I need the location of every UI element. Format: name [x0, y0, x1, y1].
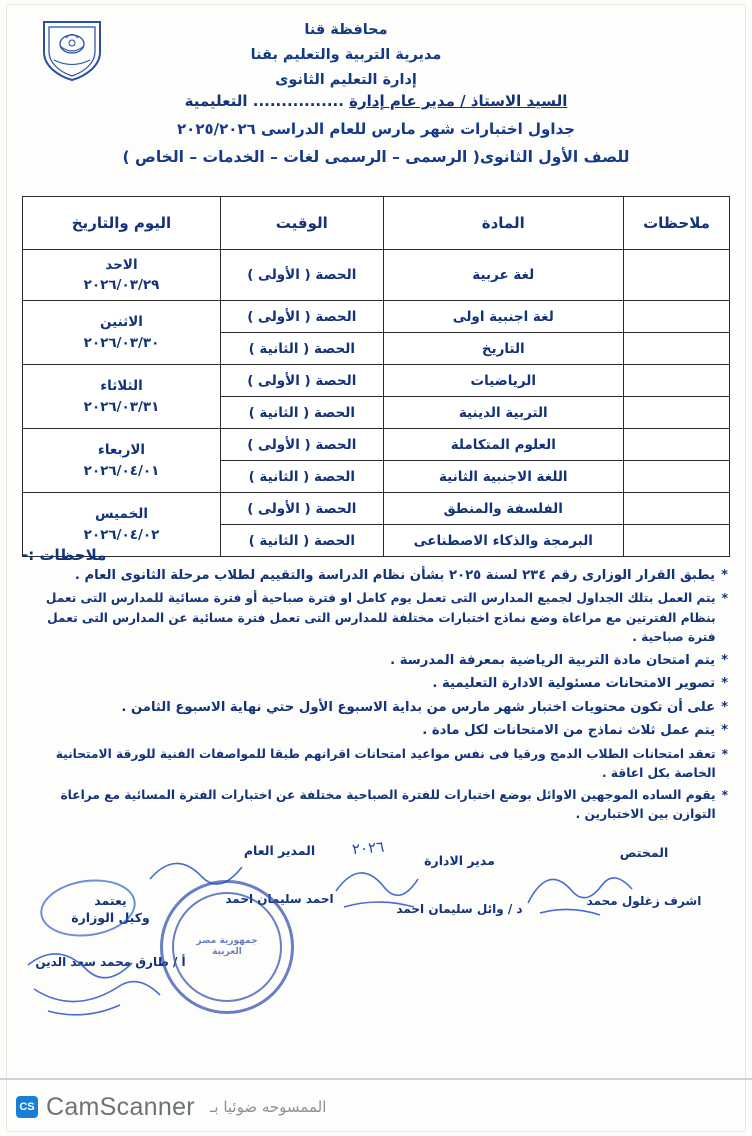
day-name: الاحد — [105, 256, 138, 273]
cell-notes — [623, 250, 729, 301]
handwritten-date-mark: ٢٠٢٦ — [351, 837, 385, 859]
approval-word: يعتمد — [94, 893, 127, 908]
table-body — [23, 250, 730, 557]
signature-name: احمد سليمان احمد — [225, 892, 334, 906]
stamp-text: جمهورية مصر العربية — [196, 936, 258, 957]
day-name: الاربعاء — [97, 442, 146, 459]
cell-subject: العلوم المتكاملة — [383, 429, 623, 461]
cell-notes — [623, 301, 729, 333]
table-row — [23, 365, 730, 397]
cell-subject: لغة عربية — [383, 250, 623, 301]
signature-role: وكيل الوزارة — [71, 910, 150, 925]
addressing-dots: ................ — [252, 92, 344, 110]
bullet-star-icon: * — [721, 787, 728, 802]
camscanner-arabic-caption: الممسوحه ضوئيا بـ — [210, 1098, 327, 1116]
cell-time: الحصة ( الأولى ) — [220, 365, 383, 397]
cell-time: الحصة ( الثانية ) — [220, 525, 383, 557]
signature-block — [0, 837, 752, 1075]
bullet-star-icon: * — [721, 676, 728, 692]
day-date: ٢٠٢٦/٠٣/٣٠ — [83, 334, 160, 351]
signature-role: مدير الادارة — [424, 853, 495, 868]
header-line-2: مديرية التربية والتعليم بقنا — [250, 46, 442, 63]
note-item — [18, 721, 728, 741]
exam-schedule-table — [22, 196, 730, 557]
table-row — [23, 250, 730, 301]
note-text: يتم عمل ثلاث نماذج من الامتحانات لكل مادة . — [422, 723, 716, 739]
handwritten-signature-mark — [520, 855, 650, 925]
note-text: يطبق القرار الوزارى رقم ٢٣٤ لسنة ٢٠٢٥ بشأن نظام الدراسة والتقييم لطلاب مرحلة الثانوى العام . — [74, 568, 716, 583]
document-title-line-1: جداول اختبارات شهر مارس للعام الدراسى ٢٠٢٥/٢٠٢٦ — [177, 120, 575, 138]
note-item — [18, 674, 728, 694]
day-date: ٢٠٢٦/٠٤/٠١ — [83, 462, 160, 479]
cell-day — [23, 365, 221, 429]
cell-subject: الرياضيات — [383, 365, 623, 397]
cell-day — [23, 429, 221, 493]
table-row — [23, 493, 730, 525]
cell-subject: البرمجة والذكاء الاصطناعى — [383, 525, 623, 557]
document-header — [0, 8, 752, 94]
handwritten-signature-mark — [18, 935, 178, 1025]
day-name: الاثنين — [100, 314, 143, 331]
document-title-line-2: للصف الأول الثانوى( الرسمى – الرسمى لغات – الخدمات – الخاص ) — [122, 148, 630, 166]
cell-time: الحصة ( الأولى ) — [220, 301, 383, 333]
day-date: ٢٠٢٦/٠٤/٠٢ — [83, 526, 160, 543]
note-item — [18, 566, 728, 586]
cell-time: الحصة ( الأولى ) — [220, 493, 383, 525]
footer-divider — [0, 1078, 752, 1080]
cell-subject: لغة اجنبية اولى — [383, 301, 623, 333]
signature-name: د / وائل سليمان احمد — [396, 902, 523, 916]
col-header-time: الوقيت — [220, 197, 383, 250]
note-text: يتم العمل بتلك الجداول لجميع المدارس التى تعمل يوم كامل او فترة صباحية أو فترة مسائية للمدارس التى تعمل بنظام الفترتين مع مراعاة وضع نماذج اختبارات مختلفة للمدارس التى تعمل فترة مسائية عن المدارس التى تعمل فترة صباحية . — [45, 591, 716, 645]
addressing-handwritten: التعليمية — [184, 92, 248, 110]
bullet-star-icon: * — [721, 568, 728, 583]
issuing-authority — [0, 18, 752, 93]
note-item — [18, 698, 728, 718]
cell-time: الحصة ( الثانية ) — [220, 397, 383, 429]
cell-time: الحصة ( الأولى ) — [220, 429, 383, 461]
col-header-day: اليوم والتاريخ — [23, 197, 221, 250]
addressing-line — [0, 92, 752, 110]
cell-time: الحصة ( الثانية ) — [220, 333, 383, 365]
header-line-3: إدارة التعليم الثانوى — [275, 71, 417, 88]
note-text: تصوير الامتحانات مسئولية الادارة التعليمية . — [432, 676, 716, 692]
table-row — [23, 301, 730, 333]
signature-role: المدير العام — [243, 843, 316, 858]
cell-time: الحصة ( الثانية ) — [220, 461, 383, 493]
note-text: على أن تكون محتويات اختبار شهر مارس من بداية الاسبوع الأول حتي نهاية الاسبوع الثامن . — [121, 699, 716, 715]
note-item — [18, 786, 728, 824]
signature-role: المختص — [619, 845, 669, 860]
day-date: ٢٠٢٦/٠٣/٢٩ — [83, 277, 160, 293]
cell-notes — [623, 429, 729, 461]
table-row — [23, 429, 730, 461]
bullet-star-icon: * — [721, 653, 728, 668]
header-line-1: محافظة قنا — [304, 22, 388, 38]
note-text: تعقد امتحانات الطلاب الدمج ورقيا فى نفس مواعيد امتحانات اقرانهم طبقا للمواصفات الفنية للورقة الامتحانية الخاصة بكل اعاقة . — [55, 746, 716, 780]
notes-title: ملاحظات :- — [22, 546, 107, 564]
notes-list — [18, 566, 728, 826]
cell-time: الحصة ( الأولى ) — [220, 250, 383, 301]
cell-notes — [623, 365, 729, 397]
note-item — [18, 745, 728, 783]
signature-name: أ / طارق محمد سعد الدين — [35, 955, 186, 969]
bullet-star-icon: * — [721, 746, 728, 761]
cell-notes — [623, 397, 729, 429]
cell-subject: التربية الدينية — [383, 397, 623, 429]
cell-subject: التاريخ — [383, 333, 623, 365]
bullet-star-icon: * — [721, 699, 728, 715]
table-head — [23, 197, 730, 250]
cell-day — [23, 250, 221, 301]
day-name: الخميس — [94, 506, 149, 523]
addressing-prefix: السيد الاستاذ / مدير عام إدارة — [349, 92, 568, 110]
cell-notes — [623, 525, 729, 557]
cell-notes — [623, 493, 729, 525]
note-text: يقوم الساده الموجهين الاوائل بوضع اختبارات للفترة الصباحية مختلفة عن اختبارات الفترة المسائية مع مراعاة التوازن بين الاختبارين . — [60, 787, 716, 821]
cell-notes — [623, 461, 729, 493]
camscanner-logo-icon: CS — [16, 1096, 38, 1118]
col-header-subject: المادة — [383, 197, 623, 250]
bullet-star-icon: * — [721, 591, 728, 606]
camscanner-footer — [0, 1078, 752, 1124]
cell-subject: الفلسفة والمنطق — [383, 493, 623, 525]
cell-notes — [623, 333, 729, 365]
camscanner-brand: CamScanner — [46, 1093, 195, 1121]
day-date: ٢٠٢٦/٠٣/٣١ — [83, 398, 160, 415]
bullet-star-icon: * — [721, 723, 728, 739]
table-header-row — [23, 197, 730, 250]
official-round-stamp — [160, 880, 294, 1014]
handwritten-signature-mark — [330, 851, 450, 925]
cell-subject: اللغة الاجنبية الثانية — [383, 461, 623, 493]
note-item — [18, 589, 728, 648]
col-header-notes: ملاحظات — [623, 197, 729, 250]
day-name: الثلاثاء — [100, 378, 143, 395]
note-text: يتم امتحان مادة التربية الرياضية بمعرفة المدرسة . — [390, 653, 716, 668]
signature-name: اشرف زغلول محمد — [586, 894, 702, 908]
note-item — [18, 651, 728, 671]
cell-day — [23, 301, 221, 365]
